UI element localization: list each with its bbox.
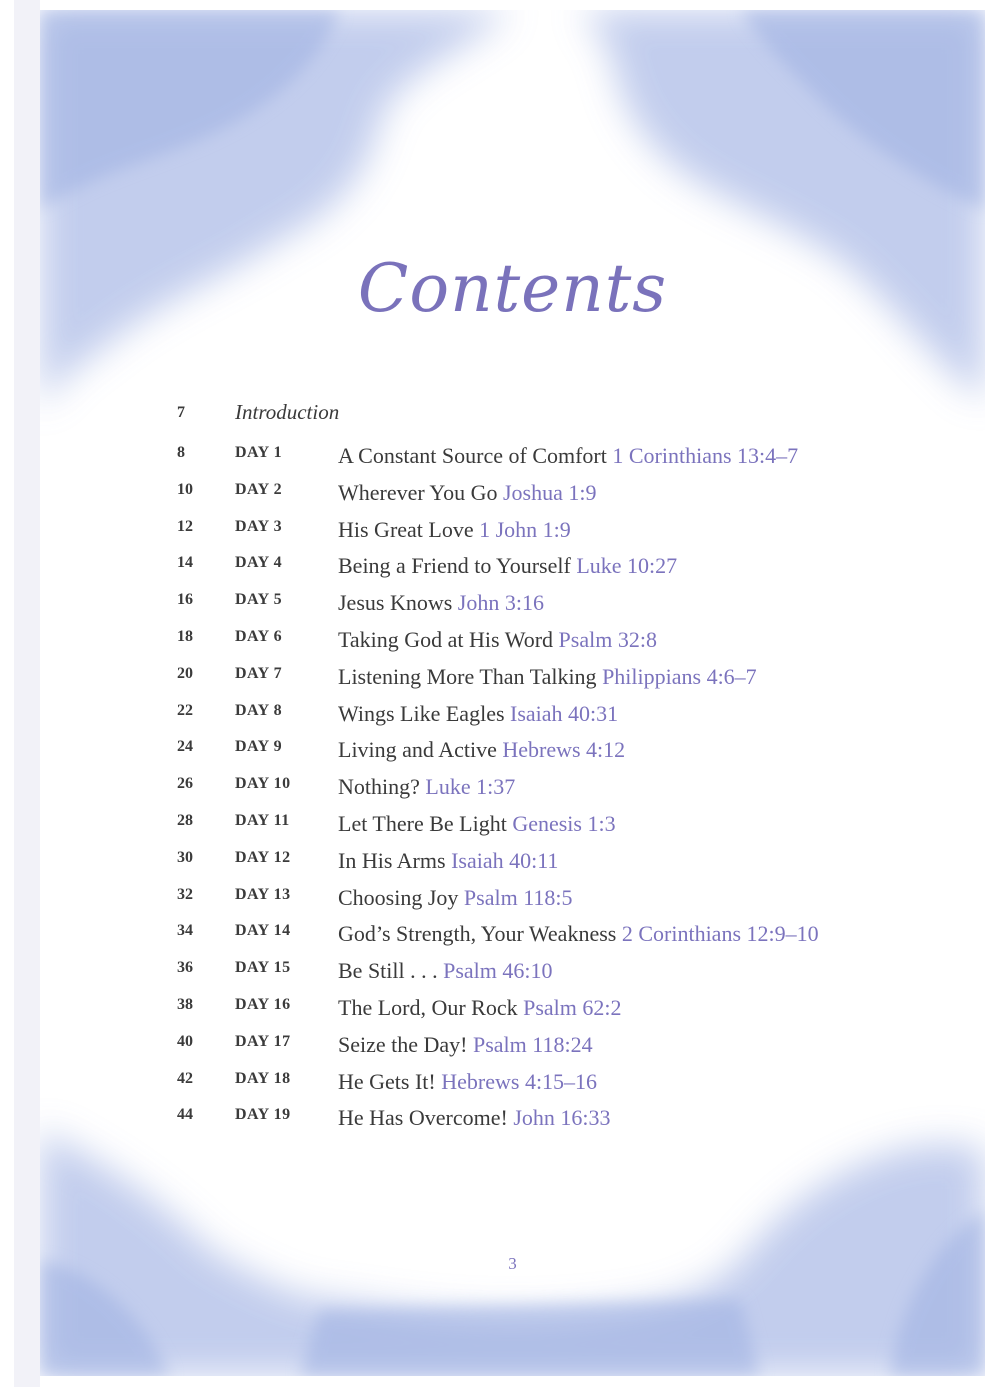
page-title: Contents (357, 250, 668, 327)
toc-entry (338, 989, 838, 1026)
toc-page-number: 32 (177, 885, 193, 903)
toc-page-number: 12 (177, 517, 193, 535)
toc-scripture-ref: Psalm 118:24 (473, 1031, 593, 1057)
toc-entry-title: Being a Friend to Yourself (338, 553, 571, 579)
toc-day-label: DAY 7 (235, 664, 283, 682)
toc-entry (338, 695, 838, 732)
toc-entry-title: In His Arms (338, 847, 446, 873)
toc-day-label: DAY 19 (235, 1106, 291, 1124)
toc-scripture-ref: 1 John 1:9 (479, 516, 571, 542)
toc-day-label: DAY 9 (235, 738, 283, 756)
book-spine-edge (14, 0, 40, 1387)
toc-entry (338, 1026, 838, 1063)
toc-entry (338, 805, 838, 842)
toc-day-label: DAY 3 (235, 517, 283, 535)
toc-page-number: 7 (177, 404, 185, 421)
toc-entry (338, 731, 838, 768)
toc-entry-title: Seize the Day! (338, 1031, 468, 1057)
toc-page-number: 20 (177, 664, 193, 682)
toc-page-number: 40 (177, 1032, 193, 1050)
toc-scripture-ref: Hebrews 4:12 (502, 737, 626, 763)
toc-page-number: 36 (177, 959, 193, 977)
toc-entry (338, 658, 838, 695)
toc-page-number: 10 (177, 480, 193, 498)
contents-page (40, 10, 985, 1376)
toc-page-number: 44 (177, 1106, 193, 1124)
toc-entry-title: His Great Love (338, 516, 474, 542)
toc-page-number: 14 (177, 554, 193, 572)
toc-scripture-ref: Psalm 118:5 (463, 884, 573, 910)
toc-entry (338, 952, 838, 989)
toc-entry-title: God’s Strength, Your Weakness (338, 921, 617, 947)
toc-page-number: 22 (177, 701, 193, 719)
toc-day-label: DAY 11 (235, 812, 290, 829)
toc-entry (338, 1099, 838, 1136)
toc-scripture-ref: Luke 1:37 (425, 774, 516, 800)
page-number: 3 (508, 1254, 517, 1273)
toc-day-label: DAY 16 (235, 996, 291, 1013)
toc-intro-label: Introduction (235, 400, 340, 424)
toc-entry (338, 474, 838, 511)
toc-page-number: 24 (177, 738, 193, 756)
toc-day-label: DAY 6 (235, 628, 283, 645)
toc-entry-title: Wings Like Eagles (338, 700, 505, 726)
toc-entry (338, 511, 838, 548)
toc-day-label: DAY 1 (235, 444, 283, 461)
toc-page-number: 30 (177, 848, 193, 866)
toc-page-number: 26 (177, 775, 193, 793)
toc-page-number: 34 (177, 922, 193, 940)
toc-day-label: DAY 18 (235, 1069, 291, 1087)
toc-day-label: DAY 2 (235, 480, 283, 498)
toc-entry-title: Be Still . . . (338, 958, 438, 984)
toc-scripture-ref: Isaiah 40:31 (510, 700, 619, 726)
toc-entry-title: Living and Active (338, 737, 497, 763)
toc-scripture-ref: Philippians 4:6–7 (602, 663, 757, 689)
toc-page-number: 38 (177, 996, 193, 1013)
toc-entry-title: Nothing? (338, 774, 420, 800)
toc-day-label: DAY 10 (235, 775, 291, 793)
toc-page-number: 42 (177, 1069, 193, 1087)
toc-day-label: DAY 14 (235, 922, 291, 940)
toc-entry-title: Jesus Knows (338, 590, 453, 616)
toc-scripture-ref: 1 Corinthians 13:4–7 (612, 443, 799, 468)
toc-entry-title: The Lord, Our Rock (338, 995, 518, 1020)
toc-day-label: DAY 4 (235, 554, 283, 572)
toc-day-label: DAY 8 (235, 701, 283, 719)
toc-entry-title: Choosing Joy (338, 884, 459, 910)
toc-entry (338, 915, 838, 952)
toc-entry (338, 879, 838, 916)
toc-entry-title: Wherever You Go (338, 479, 498, 505)
toc-scripture-ref: John 3:16 (457, 590, 544, 616)
toc-scripture-ref: John 16:33 (513, 1105, 611, 1131)
toc-entry-title: Taking God at His Word (338, 627, 554, 652)
toc-scripture-ref: Psalm 62:2 (523, 995, 622, 1020)
toc-day-label: DAY 15 (235, 959, 291, 977)
toc-scripture-ref: 2 Corinthians 12:9–10 (621, 921, 819, 947)
toc-scripture-ref: Psalm 46:10 (443, 958, 553, 984)
toc-entry-title: A Constant Source of Comfort (338, 443, 607, 468)
toc-scripture-ref: Genesis 1:3 (512, 811, 616, 836)
toc-day-label: DAY 17 (235, 1032, 291, 1050)
toc-entry (338, 842, 838, 879)
toc-entry (338, 547, 838, 584)
toc-page-number: 16 (177, 591, 193, 609)
toc-page-number: 8 (177, 444, 185, 461)
toc-entry (338, 1063, 838, 1100)
toc-entry-title: Let There Be Light (338, 811, 507, 836)
toc-entry (338, 621, 838, 658)
toc-page-number: 28 (177, 812, 193, 829)
toc-entry (338, 768, 838, 805)
toc-day-label: DAY 13 (235, 885, 291, 903)
toc-entry (338, 437, 838, 474)
toc-scripture-ref: Luke 10:27 (576, 553, 678, 579)
toc-page-number: 18 (177, 628, 193, 645)
toc-entry (338, 584, 838, 621)
toc-entry-title: He Has Overcome! (338, 1105, 508, 1131)
toc-day-label: DAY 5 (235, 591, 283, 609)
toc-scripture-ref: Isaiah 40:11 (451, 847, 559, 873)
toc-entry-title: Listening More Than Talking (338, 663, 597, 689)
toc-entry-title: He Gets It! (338, 1068, 436, 1094)
toc-scripture-ref: Joshua 1:9 (502, 479, 597, 505)
toc-scripture-ref: Psalm 32:8 (558, 627, 657, 652)
toc-scripture-ref: Hebrews 4:15–16 (441, 1068, 598, 1094)
toc-day-label: DAY 12 (235, 848, 291, 866)
